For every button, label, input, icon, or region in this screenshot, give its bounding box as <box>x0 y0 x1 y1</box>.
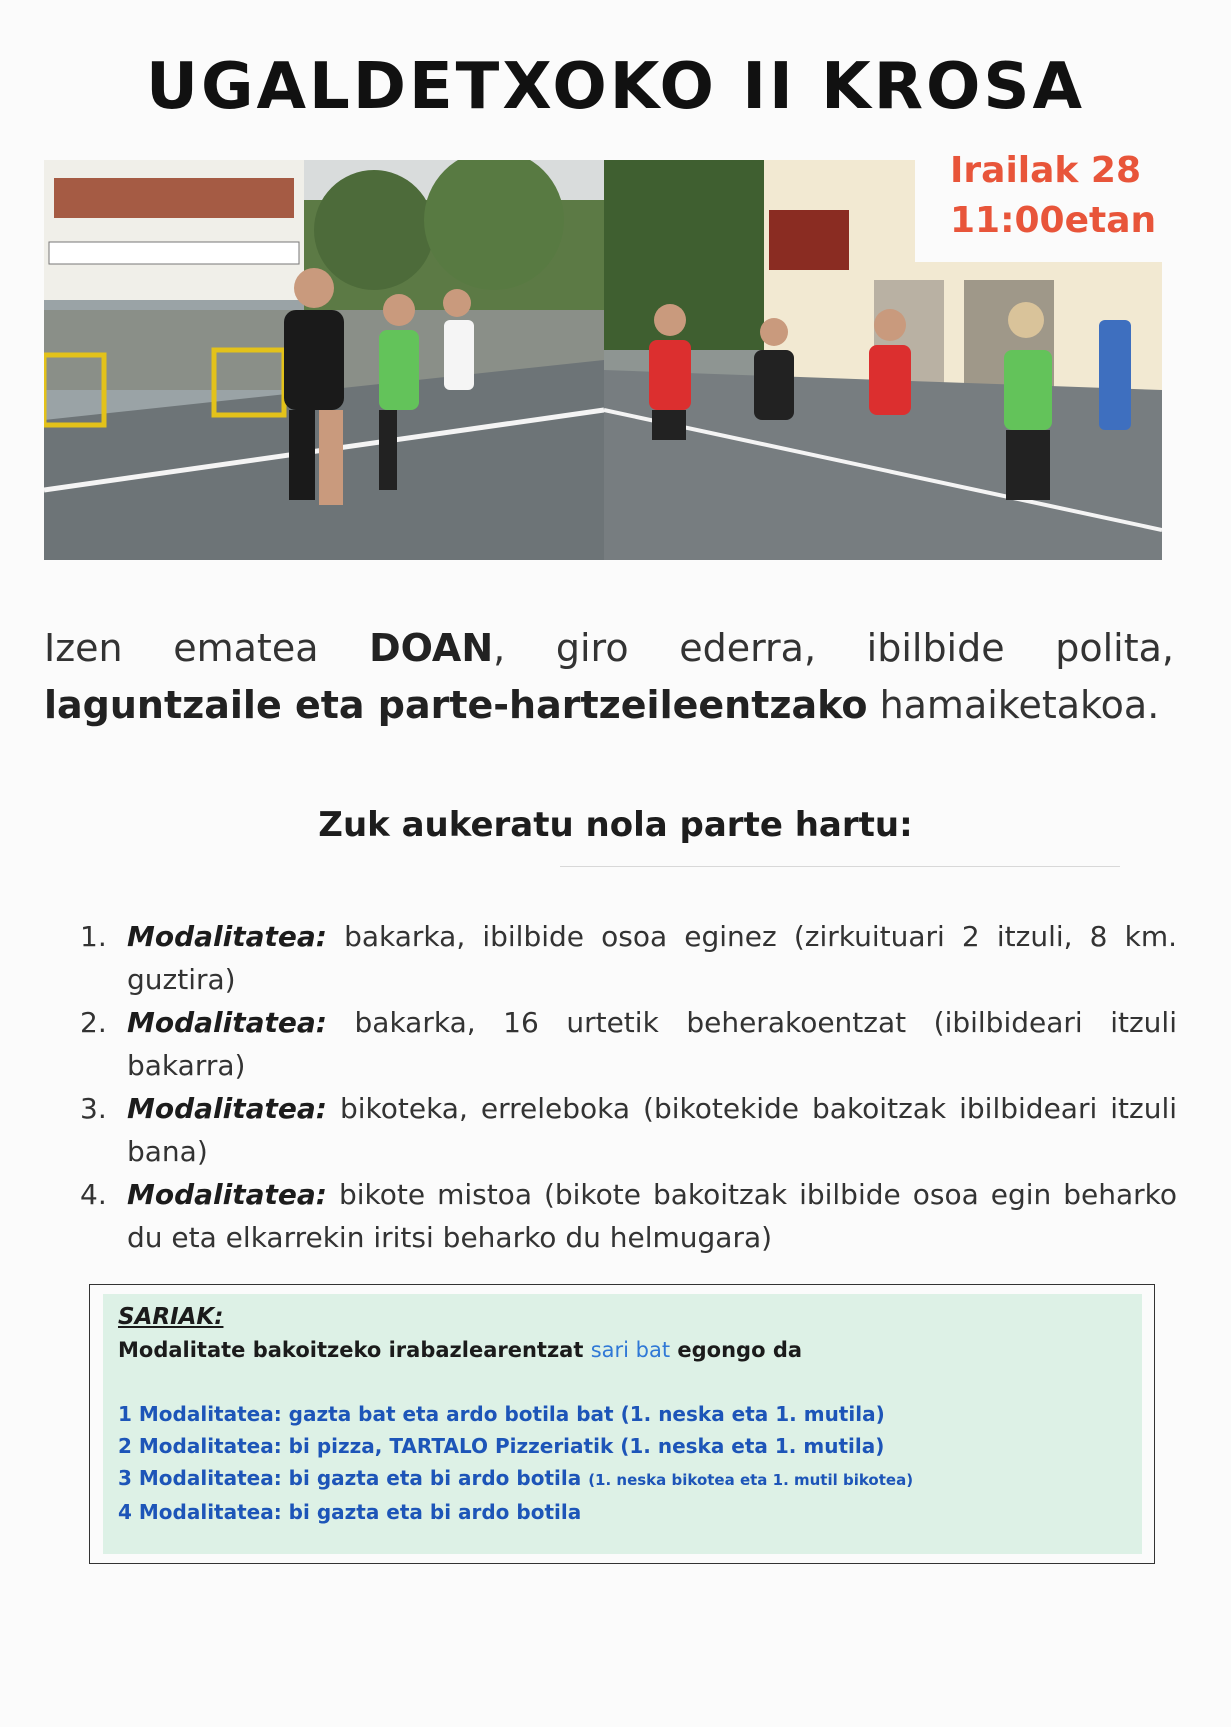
mode-description <box>127 1001 1177 1087</box>
event-date: Irailak 28 <box>950 150 1141 191</box>
list-item <box>80 1087 1177 1173</box>
modes-list <box>80 915 1177 1259</box>
mode-number: 4. <box>80 1178 107 1211</box>
subtitle: Zuk aukeratu nola parte hartu: <box>318 805 913 845</box>
prizes-lead-accent: sari bat <box>590 1338 671 1362</box>
mode-description <box>127 915 1177 1001</box>
prizes-heading: SARIAK: <box>118 1304 224 1330</box>
mode-description <box>127 1173 1177 1259</box>
list-item <box>80 915 1177 1001</box>
intro-paragraph <box>44 620 1174 734</box>
prizes-lead <box>118 1338 802 1362</box>
list-item <box>118 1462 1128 1496</box>
list-item <box>80 1173 1177 1259</box>
mode-number: 1. <box>80 920 107 953</box>
prize-text: 3 Modalitatea: bi gazta eta bi ardo botila <box>118 1466 589 1490</box>
prize-text: 4 Modalitatea: bi gazta eta bi ardo botila <box>118 1500 582 1524</box>
prizes-lead-before: Modalitate bakoitzeko irabazlearentzat <box>118 1338 591 1362</box>
mode-text: bakarka, ibilbide osoa eginez (zirkuituari 2 itzuli, 8 km. guztira) <box>127 920 1177 996</box>
prizes-box <box>89 1284 1155 1564</box>
mode-label: Modalitatea: <box>127 1092 327 1125</box>
prize-list <box>118 1398 1128 1528</box>
prizes-lead-after: egongo da <box>670 1338 803 1362</box>
mode-label: Modalitatea: <box>127 1178 327 1211</box>
mode-text: bikote mistoa (bikote bakoitzak ibilbide osoa egin beharko du eta elkarrekin iritsi beharko du helmugara) <box>127 1178 1177 1254</box>
mode-label: Modalitatea: <box>127 920 327 953</box>
mode-number: 2. <box>80 1006 107 1039</box>
poster-title: UGALDETXOKO II KROSA <box>146 50 1085 124</box>
list-item <box>118 1398 1128 1430</box>
prize-text: 2 Modalitatea: bi pizza, TARTALO Pizzeriatik (1. neska eta 1. mutila) <box>118 1434 885 1458</box>
intro-text-3: hamaiketakoa. <box>867 683 1160 727</box>
intro-helpers: laguntzaile eta parte-hartzeileentzako <box>44 683 868 727</box>
prize-text: 1 Modalitatea: gazta bat eta ardo botila bat (1. neska eta 1. mutila) <box>118 1402 885 1426</box>
mode-label: Modalitatea: <box>127 1006 327 1039</box>
prize-note: (1. neska bikotea eta 1. mutil bikotea) <box>588 1471 914 1489</box>
left-photo <box>44 160 604 560</box>
mode-description <box>127 1087 1177 1173</box>
subtitle-divider <box>560 866 1120 867</box>
list-item <box>118 1430 1128 1462</box>
event-time: 11:00etan <box>950 200 1157 241</box>
intro-text-1: Izen ematea <box>44 626 370 670</box>
intro-free: DOAN <box>369 626 494 670</box>
list-item <box>118 1496 1128 1528</box>
intro-text-2: , giro ederra, ibilbide polita, <box>493 626 1174 670</box>
mode-number: 3. <box>80 1092 107 1125</box>
mode-text: bakarka, 16 urtetik beherakoentzat (ibilbideari itzuli bakarra) <box>127 1006 1177 1082</box>
list-item <box>80 1001 1177 1087</box>
prizes-panel <box>103 1294 1142 1554</box>
mode-text: bikoteka, erreleboka (bikotekide bakoitzak ibilbideari itzuli bana) <box>127 1092 1177 1168</box>
